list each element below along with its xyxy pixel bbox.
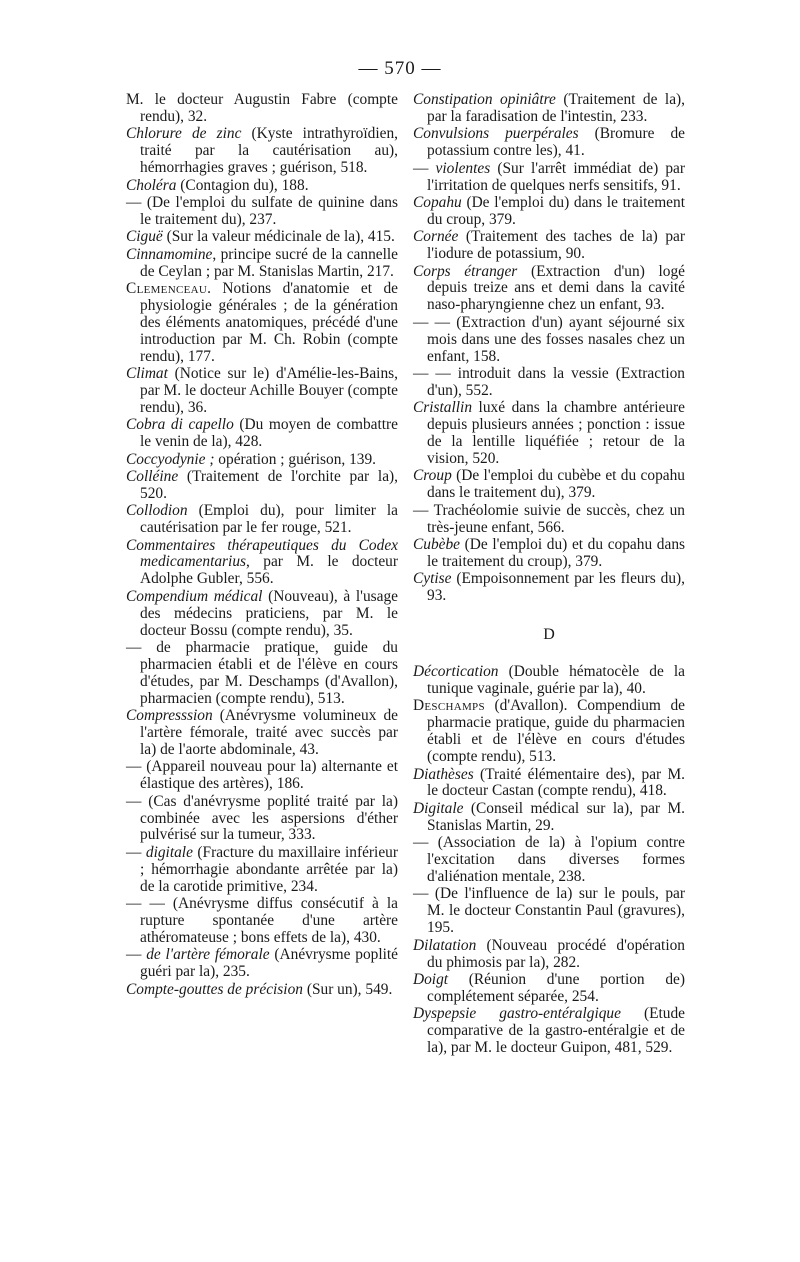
index-entry [126,982,398,999]
entry-text: — (Appareil nouveau pour la) alternante et élastique des artères), 186. [126,758,398,793]
entry-text: (Sur la valeur médicinale de la), 415. [162,228,395,246]
entry-text: — [126,946,147,964]
index-entry [413,537,685,571]
index-entry [126,247,398,281]
entry-text: (Anévrysme poplité guéri par la), 235. [140,946,398,981]
entry-text: — (De l'emploi du sulfate de quinine dans le traitement du), 237. [126,193,398,228]
entry-term: Collodion [126,502,188,520]
index-entry [126,794,398,845]
entry-term: Décortication [413,663,499,681]
index-entry [126,195,398,229]
entry-term: Compresssion [126,707,213,725]
index-entry [413,571,685,605]
index-entry [413,972,685,1006]
entry-text: (Double hématocèle de la tunique vaginale, guérie par la), 40. [427,663,685,697]
index-entry [413,938,685,972]
entry-text: (Emploi du), pour limiter la cautérisation par le fer rouge, 521. [140,502,398,537]
entry-term: Copahu [413,193,462,211]
entry-text: (De l'emploi du cubèbe et du copahu dans le traitement du), 379. [427,467,685,502]
entry-text: (Bromure de potassium contre les), 41. [427,125,685,160]
index-entry [413,161,685,195]
entry-text: — (Association de la) à l'opium contre l'excitation dans diverses formes d'aliénation mentale, 238. [413,834,685,885]
entry-text: (Notice sur le) d'Amélie-les-Bains, par M. le docteur Achille Bouyer (compte rendu), 36. [140,365,398,416]
index-entry [413,664,685,698]
index-entry [413,366,685,400]
entry-text: (Conseil médical sur la), par M. Stanislas Martin, 29. [427,799,685,834]
entry-text: — (De l'influence de la) sur le pouls, par M. le docteur Constantin Paul (gravures), 195. [413,885,685,937]
index-entry [126,538,398,589]
index-entry [126,281,398,366]
entry-text: , par M. le docteur Adolphe Gubler, 556. [140,553,398,588]
index-entry [126,92,398,126]
entry-text: (d'Avallon). Compendium de pharmacie pratique, guide du pharmacien établi et de l'élève en cours d'études (compte rendu), 513. [427,697,685,766]
entry-text: , principe sucré de la cannelle de Ceylan ; par M. Stanislas Martin, 217. [140,245,398,280]
entry-text: — — (Anévrysme diffus consécutif à la rupture spontanée d'une artère athéromateuse ; bons effets de la), 430. [126,895,398,946]
left-column [126,92,398,999]
index-entry [413,767,685,801]
index-entry [126,708,398,759]
entry-term: Ciguë [126,228,163,246]
entry-term: Cytise [413,570,452,588]
entry-term: Commentaires thérapeutiques du Codex medicamentarius [126,536,398,571]
entry-text: . Notions d'anatomie et de physiologie générales ; de la génération des éléments anatomiques, précédé d'une introduction par M. Ch. Robin (compte rendu), 177. [140,279,398,365]
index-entry [413,503,685,537]
entry-term: digitale [145,843,193,861]
entry-text: (Sur un), 549. [302,980,393,998]
entry-text: (De l'emploi du) et du copahu dans le traitement du croup), 379. [427,536,685,570]
entry-term: violentes [435,159,491,177]
entry-text: (Anévrysme volumineux de l'artère fémorale, traité avec succès par la) de l'aorte abdominale, 43. [140,707,398,758]
index-entry [126,503,398,537]
entry-term: Digitale [413,799,464,817]
index-entry [413,315,685,366]
entry-text: — [126,843,146,861]
index-entry [413,698,685,766]
index-entry [413,126,685,160]
entry-text: (Du moyen de combattre le venin de la), 428. [140,416,398,451]
entry-text: — — introduit dans la vessie (Extraction d'un), 552. [413,365,685,399]
index-entry [126,126,398,177]
entry-term: Choléra [126,176,177,194]
index-entry [413,400,685,468]
index-entry [126,589,398,640]
index-entry [126,896,398,947]
entry-term: Cinnamomine [126,245,213,263]
index-entry [413,468,685,502]
index-entry [413,1006,685,1057]
entry-text: (Empoisonnement par les fleurs du), 93. [427,570,685,605]
entry-term: Coccyodynie ; [126,450,215,468]
entry-text: (Kyste intrathyroïdien, traité par la cautérisation au), hémorrhagies graves ; guérison, 518. [140,125,398,177]
entry-text: (Traitement de la), par la faradisation de l'intestin, 233. [427,91,685,125]
index-entry [126,452,398,469]
entry-term: Constipation opiniâtre [413,91,556,108]
entry-term: Corps étranger [413,262,518,280]
entry-text: (Etude comparative de la gastro-entéralgie et de la), par M. le docteur Guipon, 481, 529. [427,1005,685,1057]
entry-text: (Fracture du maxillaire inférieur ; hémorrhagie abondante arrêtée par la) de la carotide primitive, 234. [140,843,398,895]
index-entry [126,229,398,246]
entry-text: (Contagion du), 188. [176,176,309,194]
entry-term: Compendium médical [126,587,263,605]
section-letter: D [543,626,555,644]
entry-text: (Extraction d'un) logé depuis treize ans et demi dans la cavité naso-pharyngienne chez un enfant, 93. [427,262,685,314]
entry-text: — Trachéolomie suivie de succès, chez un très-jeune enfant, 566. [413,501,685,536]
entry-text: — — (Extraction d'un) ayant séjourné six mois dans une des fosses nasales chez un enfant, 158. [413,313,685,365]
entry-text: luxé dans la chambre antérieure depuis plusieurs années ; ponction : issue de la lentille liquéfiée ; retour de la vision, 520. [427,399,685,468]
entry-text: (Sur l'arrêt immédiat de) par l'irritation de quelques nerfs sensitifs, 91. [427,159,685,194]
entry-term: Colléine [126,467,179,485]
index-entry [413,835,685,886]
entry-text: M. le docteur Augustin Fabre (compte rendu), 32. [126,91,398,125]
index-entry [126,417,398,451]
entry-author: Clemenceau [126,279,208,297]
index-entry [413,92,685,126]
index-entry [126,366,398,417]
entry-term: Cornée [413,228,459,246]
entry-text: (Traitement de l'orchite par la), 520. [140,467,398,502]
entry-term: de l'artère fémorale [146,946,270,964]
entry-text: (Traité élémentaire des), par M. le docteur Castan (compte rendu), 418. [427,765,685,800]
entry-text: — (Cas d'anévrysme poplité traité par la) combinée avec les aspersions d'éther pulvérisé sur la tumeur, 333. [126,792,398,844]
index-entry [126,640,398,708]
entry-term: Chlorure de zinc [126,125,242,143]
index-entry [413,195,685,229]
entry-author: Deschamps [413,697,485,715]
entry-term: Croup [413,467,452,485]
entry-text: — de pharmacie pratique, guide du pharmacien établi et de l'élève en cours d'études, par M. Deschamps (d'Avallon), pharmacien (compte rendu), 513. [126,639,398,707]
index-entry [126,759,398,793]
entry-text: (Traitement des taches de la) par l'iodure de potassium, 90. [427,228,685,263]
entry-term: Cristallin [413,399,473,417]
entry-term: Climat [126,365,168,382]
index-entry [413,886,685,937]
index-entry [126,947,398,981]
entry-term: Doigt [413,970,449,988]
index-entry [413,801,685,835]
entry-term: Convulsions puerpérales [413,125,579,143]
right-column [413,92,685,1057]
entry-term: Dilatation [413,936,477,954]
index-entry [126,845,398,896]
entry-term: Cubèbe [413,536,461,554]
index-entry [413,264,685,315]
entry-text: (Nouveau procédé d'opération du phimosis par la), 282. [427,936,685,971]
entry-term: Diathèses [413,765,474,783]
entry-text: (Réunion d'une portion de) complétement séparée, 254. [427,970,685,1005]
entry-term: Compte-gouttes de précision [126,980,303,998]
right-column-top [413,92,685,605]
index-entry [126,178,398,195]
entry-text: opération ; guérison, 139. [214,450,377,468]
entry-text: (Nouveau), à l'usage des médecins praticiens, par M. le docteur Bossu (compte rendu), 35. [140,587,398,639]
entry-term: Dyspepsie gastro-entéralgique [413,1005,621,1023]
index-entry [413,229,685,263]
page-number: — 570 — [358,58,442,79]
right-column-bottom [413,664,685,1057]
entry-term: Cobra di capello [126,416,234,434]
index-entry [126,469,398,503]
entry-text: — [413,159,436,177]
entry-text: (De l'emploi du) dans le traitement du croup, 379. [427,193,685,228]
